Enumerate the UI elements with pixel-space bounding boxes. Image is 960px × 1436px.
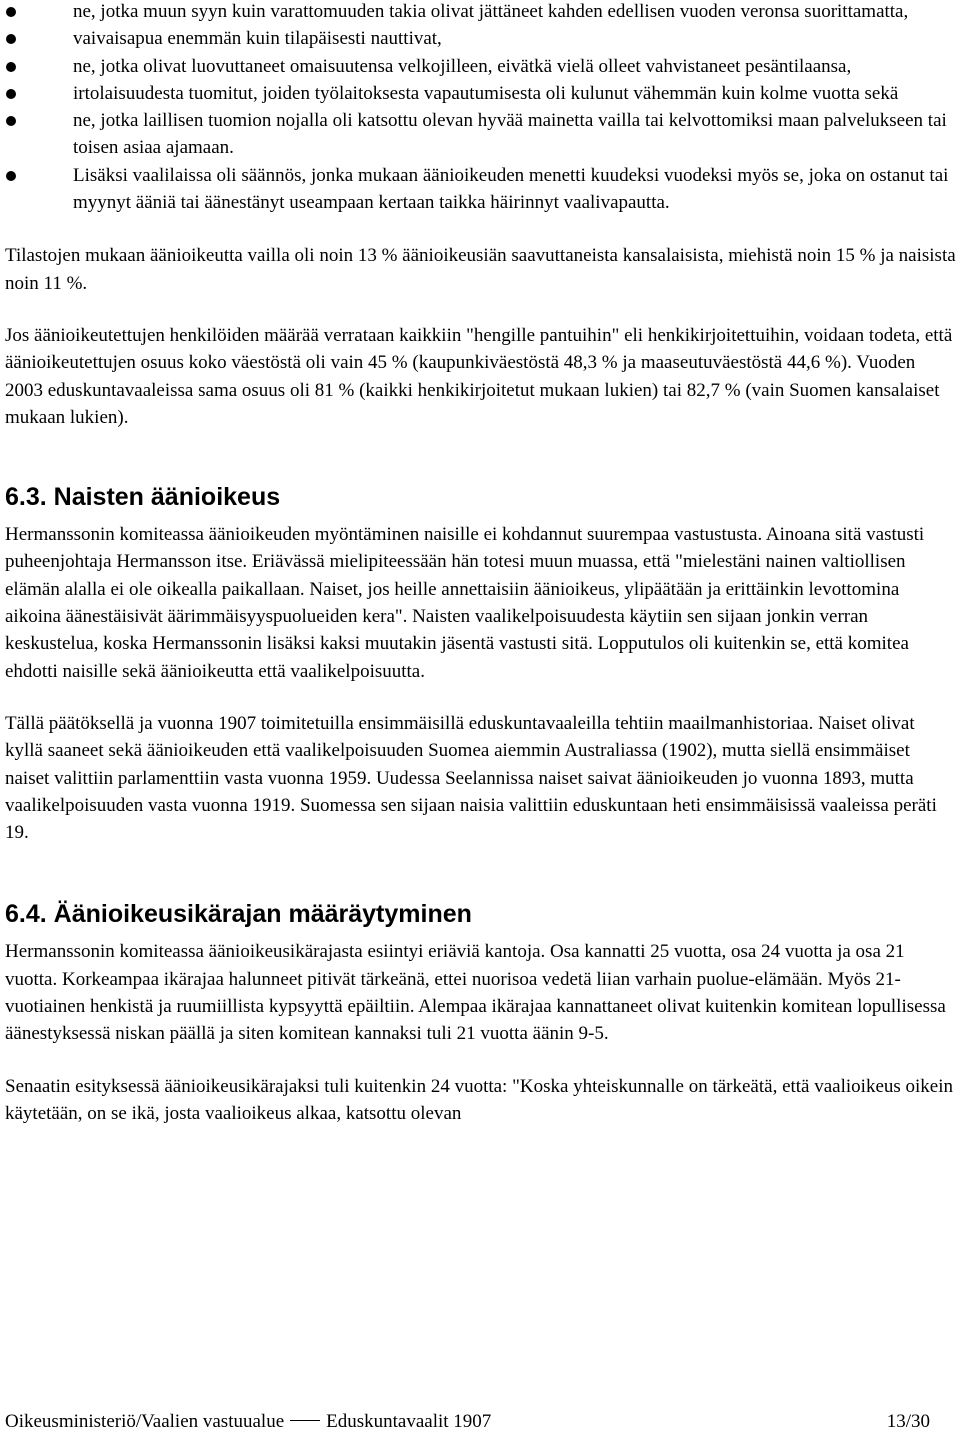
page-footer — [5, 1410, 930, 1434]
footer-left — [5, 1410, 491, 1434]
list-item: ne, jotka muun syyn kuin varattomuuden takia olivat jättäneet kahden edellisen vuoden veronsa suorittamatta, — [5, 0, 957, 25]
list-item: Lisäksi vaalilaissa oli säännös, jonka mukaan äänioikeuden menetti kuudeksi vuodeksi myös se, joka on ostanut tai myynyt ääniä tai äänestänyt useampaan kertaan taikka häirinnyt vaalivapautta. — [5, 162, 957, 217]
list-item: ne, jotka olivat luovuttaneet omaisuutensa velkojilleen, eivätkä vielä olleet vahvistaneet pesäntilaansa, — [5, 53, 957, 80]
share-paragraph: Jos äänioikeutettujen henkilöiden määrää verrataan kaikkiin "hengille pantuihin" eli henkikirjoitettuihin, voidaan todeta, että äänioikeutettujen osuus koko väestöstä oli vain 45 % (kaupunkiväestöstä 48,3 % ja maaseutuväestöstä 44,6 %). Vuoden 2003 eduskuntavaaleissa sama osuus oli 81 % (kaikki henkikirjoitetut mukaan lukien) tai 82,7 % (vain Suomen kansalaiset mukaan lukien). — [5, 324, 953, 428]
bullet-icon — [6, 7, 16, 17]
bullet-icon — [6, 62, 16, 72]
section-paragraph: Hermanssonin komiteassa äänioikeusikärajasta esiintyi eriäviä kantoja. Osa kannatti 25 vuotta, osa 24 vuotta ja osa 21 vuotta. Korkeampaa ikärajaa halunneet pitivät tärkeänä, ettei nuorisoa vedetä liian varhain puolue-elämään. Myös 21-vuotiainen henkistä ja ruumiillista kypsyyttä epäiltiin. Alempaa ikärajaa kannattaneet olivat kuitenkin komitean lopullisessa äänestyksessä niskan päällä ja siten komitean kannaksi tuli 21 vuotta äänin 9-5. — [5, 941, 946, 1045]
footer-organization: Oikeusministeriö/Vaalien vastuualue — [5, 1411, 285, 1432]
page-number: 13/30 — [886, 1411, 930, 1432]
section-heading-women-suffrage: 6.3. Naisten äänioikeus — [5, 483, 281, 512]
statistics-paragraph: Tilastojen mukaan äänioikeutta vailla oli noin 13 % äänioikeusiän saavuttaneista kansalaisista, miehistä noin 15 % ja naisista noin 11 %. — [5, 245, 956, 294]
document-page — [5, 0, 957, 1127]
eligibility-exclusion-list — [5, 0, 957, 216]
footer-document-title: Eduskuntavaalit 1907 — [326, 1411, 492, 1432]
bullet-icon — [6, 89, 16, 99]
section-paragraph: Tällä päätöksellä ja vuonna 1907 toimitetuilla ensimmäisillä eduskuntavaaleilla tehtiin maailmanhistoriaa. Naiset olivat kyllä saaneet sekä äänioikeuden että vaalikelpoisuuden Suomea aiemmin Australiassa (1902), mutta siellä ensimmäiset naiset valittiin parlamenttiin vasta vuonna 1959. Uudessa Seelannissa naiset saivat äänioikeuden jo vuonna 1893, mutta vaalikelpoisuuden vasta vuonna 1919. Suomessa sen sijaan naisia valittiin eduskuntaan heti ensimmäisissä vaaleissa peräti 19. — [5, 712, 937, 844]
section-paragraph: Hermanssonin komiteassa äänioikeuden myöntäminen naisille ei kohdannut suurempaa vastustusta. Ainoana sitä vastusti puheenjohtaja Hermansson itse. Eriävässä mielipiteessään hän totesi muun muassa, että "mielestäni nainen valtiollisen elämän alalla ei ole oikealla paikallaan. Naiset, jos heille annettaisiin äänioikeus, ylipäätään ja erittäinkin levottomina aikoina äänestäisivät äärimmäisyyspuolueiden kera". Naisten vaalikelpoisuudesta käytiin sen sijaan jonkin verran keskustelua, koska Hermanssonin lisäksi kaksi muutakin jäsentä vastusti sitä. Lopputulos oli kuitenkin se, että komitea ehdotti naisille sekä äänioikeutta että vaalikelpoisuutta. — [5, 524, 925, 682]
section-heading-age-limit: 6.4. Äänioikeusikärajan määräytyminen — [5, 900, 472, 929]
section-paragraph: Senaatin esityksessä äänioikeusikärajaksi tuli kuitenkin 24 vuotta: "Koska yhteiskunnalle on tärkeätä, että vaalioikeus oikein käytetään, on se ikä, josta vaalioikeus alkaa, katsottu olevan — [5, 1075, 954, 1124]
footer-dash — [290, 1420, 320, 1421]
list-item: irtolaisuudesta tuomitut, joiden työlaitoksesta vapautumisesta oli kulunut vähemmän kuin kolme vuotta sekä — [5, 80, 957, 107]
bullet-icon — [6, 34, 16, 44]
bullet-icon — [6, 116, 16, 126]
bullet-icon — [6, 171, 16, 181]
list-item: vaivaisapua enemmän kuin tilapäisesti nauttivat, — [5, 25, 957, 52]
list-item: ne, jotka laillisen tuomion nojalla oli katsottu olevan hyvää mainetta vailla tai kelvottomiksi maan palvelukseen tai toisen asiaa ajamaan. — [5, 107, 957, 162]
